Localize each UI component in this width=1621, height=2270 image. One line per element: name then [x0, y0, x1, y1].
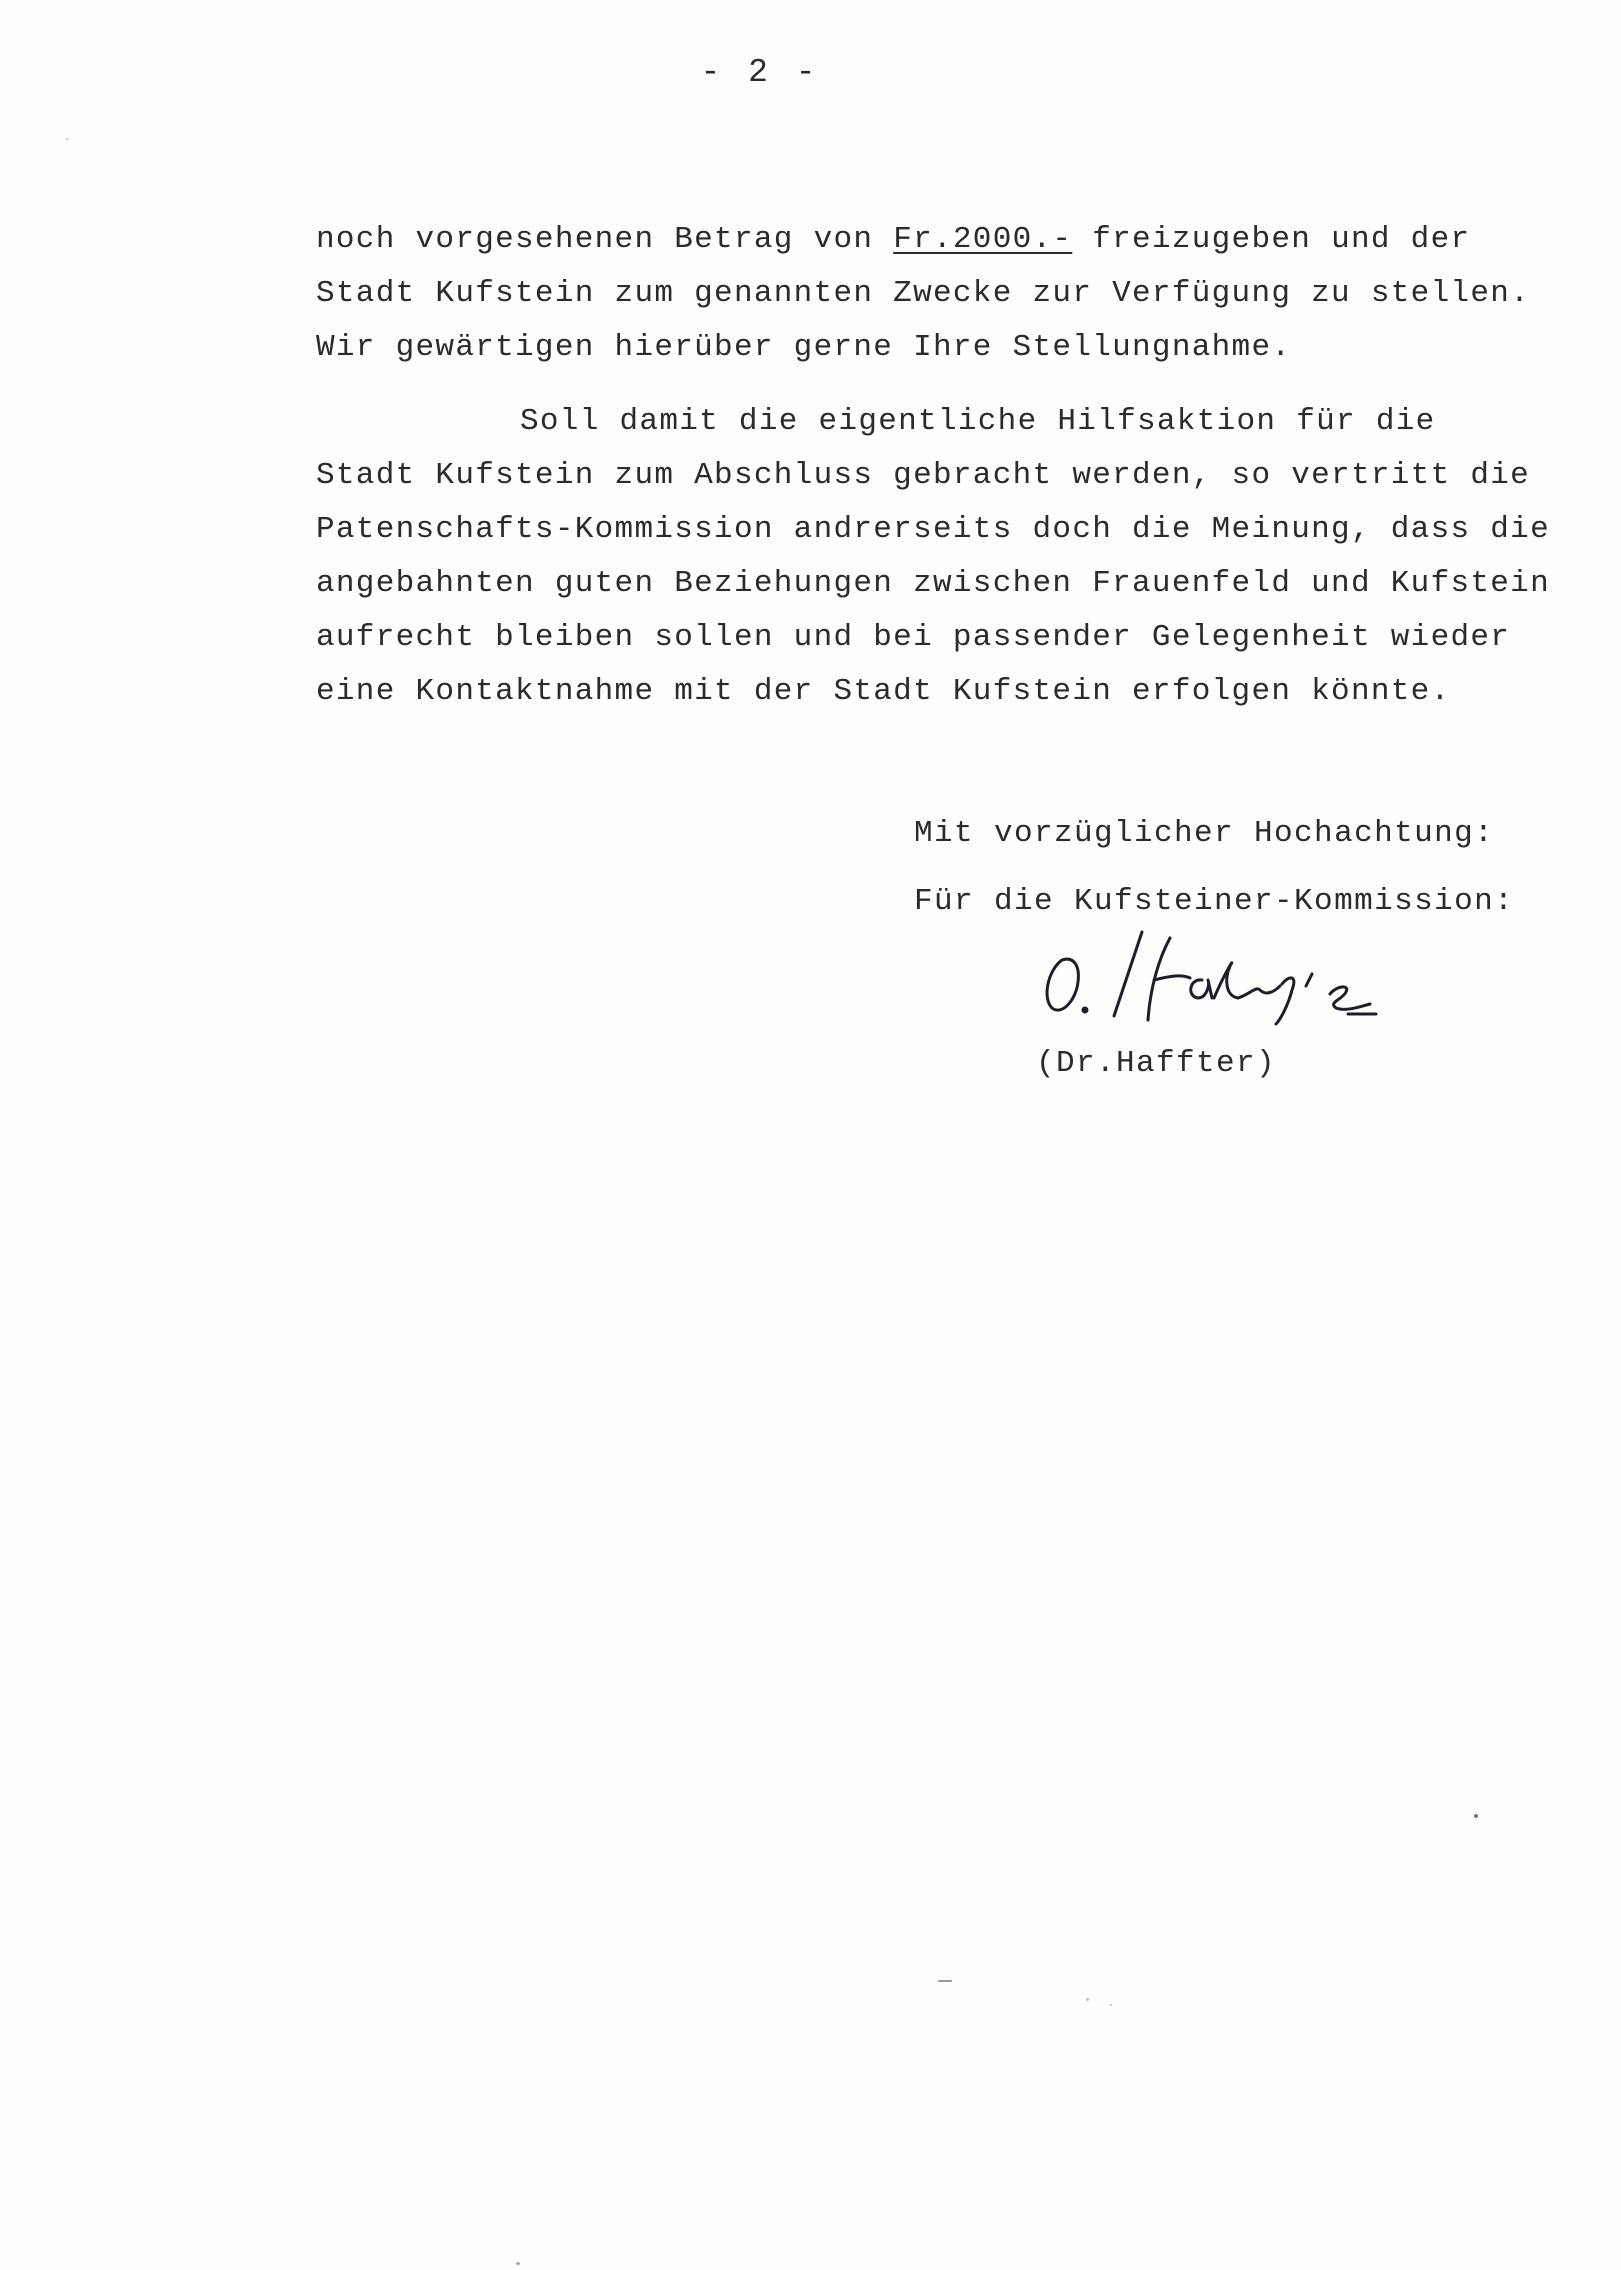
paragraph2-line6: eine Kontaktnahme mit der Stadt Kufstein erfolgen könnte.: [316, 674, 1451, 709]
signer-name: (Dr.Haffter): [1036, 1046, 1277, 1081]
handwritten-signature: [1030, 920, 1430, 1030]
amount: Fr.2000.-: [893, 222, 1073, 257]
scan-speck: [1474, 1814, 1478, 1818]
text-segment: noch vorgesehenen Betrag von: [316, 222, 894, 257]
paragraph1-line1: [316, 222, 1470, 257]
text-segment: freizugeben und der: [1072, 222, 1471, 257]
scan-speck: [1086, 1998, 1089, 2001]
scan-speck: [938, 1980, 952, 1982]
closing-salutation: Mit vorzüglicher Hochachtung:: [914, 816, 1495, 851]
scan-speck: [66, 138, 68, 140]
paragraph2-line2: Stadt Kufstein zum Abschluss gebracht werden, so vertritt die: [316, 458, 1531, 493]
page-number: - 2 -: [700, 54, 820, 91]
paragraph2-line4: angebahnten guten Beziehungen zwischen Frauenfeld und Kufstein: [316, 566, 1550, 601]
paragraph2-line5: aufrecht bleiben sollen und bei passender Gelegenheit wieder: [316, 620, 1511, 655]
scan-speck: [516, 2262, 520, 2265]
scan-speck: [1110, 2004, 1112, 2006]
paragraph1-line2: Stadt Kufstein zum genannten Zwecke zur Verfügung zu stellen.: [316, 276, 1531, 311]
paragraph2-line1: Soll damit die eigentliche Hilfsaktion für die: [520, 404, 1436, 439]
paragraph1-line3: Wir gewärtigen hierüber gerne Ihre Stellungnahme.: [316, 330, 1292, 365]
paragraph2-line3: Patenschafts-Kommission andrerseits doch die Meinung, dass die: [316, 512, 1550, 547]
closing-on-behalf: Für die Kufsteiner-Kommission:: [914, 884, 1515, 919]
